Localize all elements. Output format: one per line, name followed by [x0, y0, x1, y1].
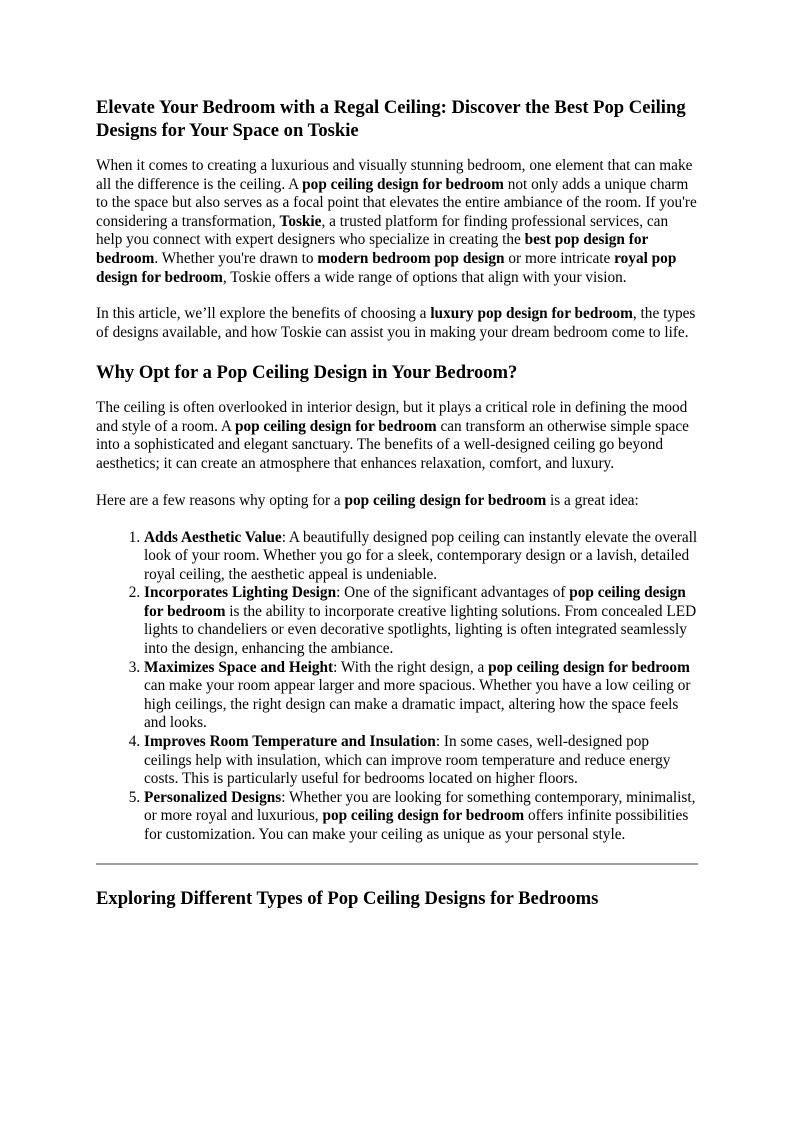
intro-paragraph-2: In this article, we’ll explore the benefits of choosing a luxury pop design for bedroom, the types of designs available, and how Toskie can assist you in making your dream bedroom come to life.	[96, 305, 696, 342]
list-item: 5. Personalized Designs: Whether you are looking for something contemporary, minimalist, or more royal and luxurious, pop ceiling design for bedroom offers infinite possibilities for customization. You can make your ceiling as unique as your personal style.	[144, 789, 698, 845]
list-item: 1. Adds Aesthetic Value: A beautifully designed pop ceiling can instantly elevate the overall look of your room. Whether you go for a sleek, contemporary design or a lavish, detailed royal ceiling, the aesthetic appeal is undeniable.	[144, 529, 698, 585]
list-item: 4. Improves Room Temperature and Insulation: In some cases, well-designed pop ceilings help with insulation, which can improve room temperature and reduce energy costs. This is particularly useful for bedrooms located on higher floors.	[144, 733, 698, 789]
list-item: 2. Incorporates Lighting Design: One of the significant advantages of pop ceiling design for bedroom is the ability to incorporate creative lighting solutions. From concealed LED lights to chandeliers or even decorative spotlights, lighting is often integrated seamlessly into the design, enhancing the ambiance.	[144, 584, 698, 658]
document-page	[96, 96, 698, 925]
reasons-list	[96, 529, 698, 845]
intro-paragraph-1: When it comes to creating a luxurious and visually stunning bedroom, one element that can make all the difference is the ceiling. A pop ceiling design for bedroom not only adds a unique charm to the space but also serves as a focal point that elevates the entire ambiance of the room. If you're considering a transformation, Toskie, a trusted platform for finding professional services, can help you connect with expert designers who specialize in creating the best pop design for bedroom. Whether you're drawn to modern bedroom pop design or more intricate royal pop design for bedroom, Toskie offers a wide range of options that align with your vision.	[96, 157, 697, 286]
section1-paragraph-2: Here are a few reasons why opting for a pop ceiling design for bedroom is a great idea:	[96, 491, 639, 509]
section-divider	[96, 863, 698, 865]
page-title: Elevate Your Bedroom with a Regal Ceiling: Discover the Best Pop Ceiling Designs for Your Space on Toskie	[96, 97, 686, 141]
section1-paragraph-1: The ceiling is often overlooked in interior design, but it plays a critical role in defining the mood and style of a room. A pop ceiling design for bedroom can transform an otherwise simple space into a sophisticated and elegant sanctuary. The benefits of a well-designed ceiling go beyond aesthetics; it can create an atmosphere that enhances relaxation, comfort, and luxury.	[96, 398, 689, 472]
section-heading-why-opt: Why Opt for a Pop Ceiling Design in Your Bedroom?	[96, 361, 518, 383]
list-item: 3. Maximizes Space and Height: With the right design, a pop ceiling design for bedroom can make your room appear larger and more spacious. Whether you have a low ceiling or high ceilings, the right design can make a dramatic impact, altering how the space feels and looks.	[144, 659, 698, 733]
section-heading-types: Exploring Different Types of Pop Ceiling Designs for Bedrooms	[96, 887, 599, 909]
